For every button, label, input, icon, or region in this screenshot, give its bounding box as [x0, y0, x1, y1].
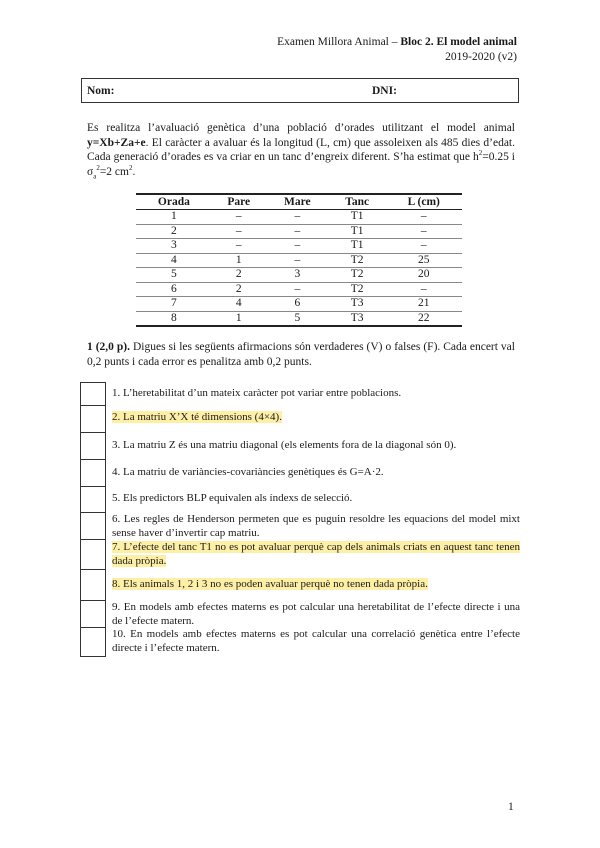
table-cell: 21	[385, 297, 462, 312]
sigma-subscript: a	[93, 171, 97, 180]
answer-box[interactable]	[80, 459, 106, 486]
pedigree-table	[136, 193, 462, 327]
table-cell: –	[266, 282, 329, 297]
block-title: Bloc 2. El model animal	[400, 36, 517, 48]
table-cell: –	[212, 224, 266, 239]
table-cell: 20	[385, 268, 462, 283]
table-cell: 2	[136, 224, 212, 239]
table-row	[136, 297, 462, 312]
question-label: 1 (2,0 p).	[87, 341, 131, 353]
table-cell: T1	[329, 239, 386, 254]
table-row	[136, 253, 462, 268]
answer-box[interactable]	[80, 405, 106, 432]
table-cell: T3	[329, 311, 386, 326]
table-cell: –	[212, 239, 266, 254]
statement-text: 3. La matriu Z és una matriu diagonal (els elements fora de la diagonal són 0).	[112, 439, 457, 451]
table-cell: 8	[136, 311, 212, 326]
table-cell: 4	[136, 253, 212, 268]
table-cell: T1	[329, 224, 386, 239]
table-cell: 3	[266, 268, 329, 283]
table-cell: –	[385, 224, 462, 239]
table-cell: 2	[212, 282, 266, 297]
table-cell: 6	[266, 297, 329, 312]
table-cell: –	[266, 239, 329, 254]
highlighted-statement: 2. La matriu X’X té dimensions (4×4).	[112, 411, 282, 423]
answer-box[interactable]	[80, 512, 106, 539]
statement-row	[80, 382, 520, 405]
table-cell: 22	[385, 311, 462, 326]
table-row	[136, 224, 462, 239]
intro-text-1: Es realitza l’avaluació genètica d’una població d’orades utilitzant el model animal	[87, 122, 515, 134]
table-header-row	[136, 194, 462, 210]
model-equation: y=Xb+Za+e	[87, 136, 146, 149]
table-cell: 7	[136, 297, 212, 312]
statement-text: 5. Els predictors BLP equivalen als índexs de selecció.	[112, 492, 353, 504]
table-cell: –	[266, 224, 329, 239]
name-label: Nom:	[87, 85, 115, 97]
sigma-superscript: 2	[96, 163, 100, 172]
table-cell: 5	[136, 268, 212, 283]
exam-title: Examen Millora Animal –	[277, 36, 401, 48]
table-cell: –	[212, 210, 266, 225]
table-row	[136, 282, 462, 297]
answer-box[interactable]	[80, 382, 106, 405]
table-cell: –	[385, 282, 462, 297]
table-row	[136, 210, 462, 225]
dni-label: DNI:	[372, 85, 397, 97]
statement-row	[80, 405, 520, 432]
table-cell: T2	[329, 268, 386, 283]
statement-text: 6. Les regles de Henderson permeten que es puguin resoldre les equacions del model mixt sense haver d’invertir cap matriu.	[112, 513, 520, 539]
answer-box[interactable]	[80, 569, 106, 600]
statement-row	[80, 459, 520, 486]
statement-row	[80, 512, 520, 539]
table-cell: T3	[329, 297, 386, 312]
year-label: 2019-2020 (v2)	[445, 51, 517, 63]
statement-row	[80, 600, 520, 627]
table-cell: 1	[212, 253, 266, 268]
table-cell: T1	[329, 210, 386, 225]
table-cell: 1	[136, 210, 212, 225]
statements-list	[80, 382, 520, 657]
intro-paragraph	[87, 121, 515, 179]
table-cell: T2	[329, 253, 386, 268]
table-cell: –	[266, 210, 329, 225]
student-id-box	[81, 78, 519, 103]
table-cell: –	[266, 253, 329, 268]
column-header: L (cm)	[385, 194, 462, 210]
table-cell: 25	[385, 253, 462, 268]
table-cell: T2	[329, 282, 386, 297]
answer-box[interactable]	[80, 600, 106, 627]
question-text: Digues si les següents afirmacions són verdaderes (V) o falses (F). Cada encert val 0,2 punts i cada error es penalitza amb 0,2 punts.	[87, 341, 515, 368]
page-number: 1	[508, 801, 514, 813]
statement-text: 4. La matriu de variàncies-covariàncies genètiques és G=A·2.	[112, 466, 384, 478]
cm-superscript: 2	[128, 163, 133, 172]
question-intro	[87, 340, 515, 369]
table-row	[136, 268, 462, 283]
highlighted-statement: 7. L’efecte del tanc T1 no es pot avaluar perquè cap dels animals criats en aquest tanc tenen dada pròpia.	[112, 541, 520, 567]
statement-row	[80, 539, 520, 569]
table-cell: 1	[212, 311, 266, 326]
statement-text	[112, 578, 520, 592]
statement-row	[80, 486, 520, 512]
column-header: Pare	[212, 194, 266, 210]
column-header: Mare	[266, 194, 329, 210]
answer-box[interactable]	[80, 432, 106, 459]
statement-text	[112, 411, 520, 425]
table-cell: 2	[212, 268, 266, 283]
intro-text-4: =2 cm	[99, 165, 129, 178]
exam-header	[277, 36, 517, 48]
answer-box[interactable]	[80, 627, 106, 657]
intro-text-5: .	[132, 165, 136, 178]
answer-box[interactable]	[80, 539, 106, 569]
intro-text-3: =0.25 i σ	[87, 151, 516, 178]
statement-row	[80, 627, 520, 657]
answer-box[interactable]	[80, 486, 106, 512]
table-row	[136, 239, 462, 254]
table-cell: –	[385, 239, 462, 254]
table-cell: 6	[136, 282, 212, 297]
table-cell: 3	[136, 239, 212, 254]
statement-row	[80, 569, 520, 600]
statement-text: 9. En models amb efectes materns es pot calcular una heretabilitat de l’efecte directe i una de l’efecte matern.	[112, 601, 520, 627]
intro-text-2: . El caràcter a avaluar és la longitud (L, cm) que assoleixen als 485 dies d’edat. Cada generació d’orades es va criar en un tanc d’engreix diferent. S’ha estimat que h	[87, 136, 515, 163]
statement-text: 10. En models amb efectes materns es pot calcular una correlació genètica entre l’efecte directe i l’efecte matern.	[112, 628, 520, 654]
column-header: Orada	[136, 194, 212, 210]
statement-text	[112, 541, 520, 568]
table-cell: 5	[266, 311, 329, 326]
statement-row	[80, 432, 520, 459]
h2-superscript: 2	[478, 149, 483, 158]
table-cell: 4	[212, 297, 266, 312]
table-cell: –	[385, 210, 462, 225]
column-header: Tanc	[329, 194, 386, 210]
table-row	[136, 311, 462, 326]
highlighted-statement: 8. Els animals 1, 2 i 3 no es poden avaluar perquè no tenen dada pròpia.	[112, 578, 428, 590]
statement-text: 1. L’heretabilitat d’un mateix caràcter pot variar entre poblacions.	[112, 387, 402, 399]
